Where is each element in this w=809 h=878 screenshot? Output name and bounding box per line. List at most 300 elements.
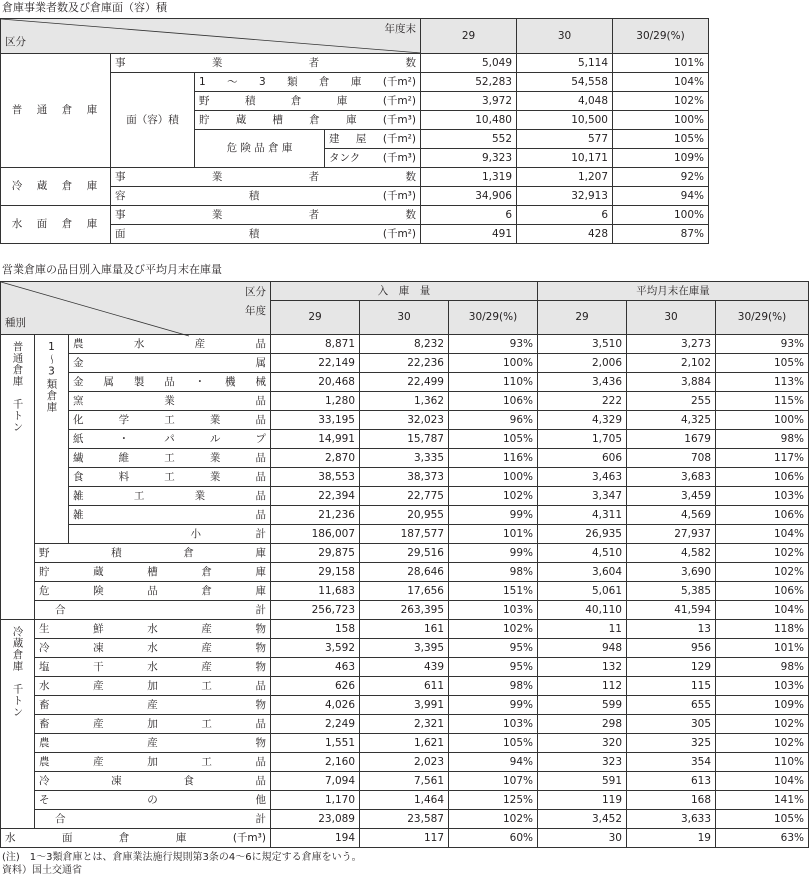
value-cell: 99% — [449, 506, 538, 525]
value-cell: 22,236 — [360, 354, 449, 373]
table-row — [1, 487, 809, 506]
header-kubun-label: 区分 — [245, 286, 266, 298]
row-label — [69, 430, 271, 449]
row-label — [35, 734, 271, 753]
value-cell: 2,102 — [627, 354, 716, 373]
value-cell: 125% — [449, 791, 538, 810]
value-cell: 11,683 — [271, 582, 360, 601]
value-cell: 104% — [613, 73, 709, 92]
value-cell: 3,273 — [627, 335, 716, 354]
value-cell: 3,884 — [627, 373, 716, 392]
value-cell: 3,991 — [360, 696, 449, 715]
value-cell: 187,577 — [360, 525, 449, 544]
row-label-text: 畜 産 物 — [39, 698, 266, 711]
table-row — [1, 620, 809, 639]
row-label — [69, 354, 271, 373]
row-label — [325, 149, 421, 168]
row-label — [111, 225, 421, 244]
row-label — [35, 563, 271, 582]
value-cell: 19 — [627, 829, 716, 848]
row-label — [35, 810, 271, 829]
value-cell: 4,325 — [627, 411, 716, 430]
col-header: 29 — [421, 19, 517, 54]
value-cell: 2,249 — [271, 715, 360, 734]
value-cell: 102% — [449, 487, 538, 506]
col-header: 30 — [517, 19, 613, 54]
table-row — [1, 468, 809, 487]
table-row — [1, 772, 809, 791]
row-label-text: 水 産 加 工 品 — [39, 679, 266, 692]
value-cell: 105% — [716, 354, 809, 373]
row-label — [69, 449, 271, 468]
value-cell: 948 — [538, 639, 627, 658]
value-cell: 305 — [627, 715, 716, 734]
value-cell: 194 — [271, 829, 360, 848]
value-cell: 104% — [716, 772, 809, 791]
col-header: 30/29(%) — [449, 301, 538, 335]
value-cell: 439 — [360, 658, 449, 677]
value-cell: 119 — [538, 791, 627, 810]
value-cell: 1,170 — [271, 791, 360, 810]
value-cell: 3,395 — [360, 639, 449, 658]
row-label — [35, 620, 271, 639]
warehouse-operators-table — [0, 18, 709, 244]
value-cell: 106% — [716, 506, 809, 525]
value-cell: 298 — [538, 715, 627, 734]
row-label-text: 野 積 倉 庫 (千m²) — [199, 94, 416, 107]
row-label-text: 農 産 物 — [39, 736, 266, 749]
value-cell: 7,094 — [271, 772, 360, 791]
value-cell: 115 — [627, 677, 716, 696]
value-cell: 41,594 — [627, 601, 716, 620]
row-label — [187, 525, 271, 544]
header-kubun-label: 区分 — [5, 36, 26, 48]
row-label-text: そ の 他 — [39, 793, 266, 806]
row-label-text: 貯 蔵 槽 倉 庫 (千m³) — [199, 113, 416, 126]
value-cell: 626 — [271, 677, 360, 696]
row-label-text: 1 ～ 3 類 倉 庫 (千m²) — [199, 75, 416, 88]
row-label-text: 繊 維 工 業 品 — [73, 451, 266, 464]
table-row — [1, 563, 809, 582]
row-label — [111, 54, 421, 73]
value-cell: 100% — [613, 111, 709, 130]
value-cell: 956 — [627, 639, 716, 658]
value-cell: 104% — [716, 525, 809, 544]
value-cell: 325 — [627, 734, 716, 753]
col-header: 29 — [538, 301, 627, 335]
value-cell: 117 — [360, 829, 449, 848]
value-cell: 4,569 — [627, 506, 716, 525]
table-row — [1, 829, 809, 848]
row-label-text: 窯 業 品 — [73, 394, 266, 407]
value-cell: 151% — [449, 582, 538, 601]
value-cell: 2,870 — [271, 449, 360, 468]
value-cell: 1,207 — [517, 168, 613, 187]
value-cell: 4,026 — [271, 696, 360, 715]
value-cell: 100% — [449, 354, 538, 373]
value-cell: 100% — [613, 206, 709, 225]
value-cell: 103% — [449, 715, 538, 734]
value-cell: 23,089 — [271, 810, 360, 829]
value-cell: 22,499 — [360, 373, 449, 392]
value-cell: 112 — [538, 677, 627, 696]
row-label — [111, 168, 421, 187]
value-cell: 4,048 — [517, 92, 613, 111]
table-row — [1, 753, 809, 772]
value-cell: 2,321 — [360, 715, 449, 734]
col-header: 29 — [271, 301, 360, 335]
value-cell: 33,195 — [271, 411, 360, 430]
table-row — [1, 696, 809, 715]
value-cell: 1,362 — [360, 392, 449, 411]
value-cell: 118% — [716, 620, 809, 639]
value-cell: 2,160 — [271, 753, 360, 772]
value-cell: 38,373 — [360, 468, 449, 487]
value-cell: 186,007 — [271, 525, 360, 544]
row-label — [195, 92, 421, 111]
value-cell: 102% — [716, 734, 809, 753]
row-label-text: 合 計 — [55, 603, 266, 616]
value-cell: 29,875 — [271, 544, 360, 563]
table-row — [1, 430, 809, 449]
value-cell: 3,683 — [627, 468, 716, 487]
value-cell: 20,468 — [271, 373, 360, 392]
value-cell: 107% — [449, 772, 538, 791]
value-cell: 117% — [716, 449, 809, 468]
value-cell: 708 — [627, 449, 716, 468]
row-label-text: 事 業 者 数 — [115, 56, 416, 69]
row-label-text: 農 産 加 工 品 — [39, 755, 266, 768]
value-cell: 3,604 — [538, 563, 627, 582]
value-cell: 3,972 — [421, 92, 517, 111]
row-label — [35, 772, 271, 791]
row-label-text: 紙 ・ パ ル プ — [73, 432, 266, 445]
total-row — [1, 810, 809, 829]
row-label — [35, 582, 271, 601]
value-cell: 4,311 — [538, 506, 627, 525]
table-row — [1, 582, 809, 601]
value-cell: 102% — [716, 544, 809, 563]
value-cell: 11 — [538, 620, 627, 639]
value-cell: 10,171 — [517, 149, 613, 168]
value-cell: 102% — [449, 810, 538, 829]
value-cell: 21,236 — [271, 506, 360, 525]
value-cell: 102% — [449, 620, 538, 639]
value-cell: 98% — [449, 677, 538, 696]
table-row — [1, 544, 809, 563]
value-cell: 34,906 — [421, 187, 517, 206]
value-cell: 1679 — [627, 430, 716, 449]
row-label-text: 容 積 (千m³) — [115, 189, 416, 202]
row-label-text: 貯 蔵 槽 倉 庫 — [39, 565, 266, 578]
table-row — [1, 791, 809, 810]
table-row — [1, 506, 809, 525]
value-cell: 103% — [449, 601, 538, 620]
value-cell: 54,558 — [517, 73, 613, 92]
value-cell: 17,656 — [360, 582, 449, 601]
value-cell: 1,319 — [421, 168, 517, 187]
value-cell: 14,991 — [271, 430, 360, 449]
table-row — [1, 715, 809, 734]
row-label-text: 野 積 倉 庫 — [39, 546, 266, 559]
row-label — [35, 658, 271, 677]
value-cell: 105% — [449, 430, 538, 449]
value-cell: 102% — [716, 715, 809, 734]
row-label — [69, 506, 271, 525]
table1-title: 倉庫事業者数及び倉庫面（容）積 — [2, 1, 167, 14]
value-cell: 22,149 — [271, 354, 360, 373]
row-label — [35, 639, 271, 658]
row-label — [35, 696, 271, 715]
value-cell: 38,553 — [271, 468, 360, 487]
table-row — [1, 373, 809, 392]
group-futsu-text: 普通倉庫 千トン — [11, 341, 24, 433]
col-header: 30/29(%) — [613, 19, 709, 54]
table-row — [1, 658, 809, 677]
value-cell: 22,394 — [271, 487, 360, 506]
row-label — [1, 829, 271, 848]
value-cell: 98% — [449, 563, 538, 582]
group-futsu: 普 通 倉 庫 — [1, 54, 111, 168]
value-cell: 5,385 — [627, 582, 716, 601]
value-cell: 110% — [716, 753, 809, 772]
value-cell: 29,516 — [360, 544, 449, 563]
value-cell: 106% — [716, 582, 809, 601]
col-header: 30 — [627, 301, 716, 335]
row-label — [111, 187, 421, 206]
value-cell: 8,871 — [271, 335, 360, 354]
value-cell: 60% — [449, 829, 538, 848]
group-suimen: 水 面 倉 庫 — [1, 206, 111, 244]
value-cell: 93% — [449, 335, 538, 354]
value-cell: 101% — [716, 639, 809, 658]
row-label — [195, 111, 421, 130]
row-label-text: 事 業 者 数 — [115, 208, 416, 221]
group-reizo-text: 冷蔵倉庫 千トン — [11, 626, 24, 718]
value-cell: 28,646 — [360, 563, 449, 582]
total-row — [1, 601, 809, 620]
row-label-text: 冷 凍 水 産 物 — [39, 641, 266, 654]
value-cell: 103% — [716, 677, 809, 696]
value-cell: 52,283 — [421, 73, 517, 92]
value-cell: 27,937 — [627, 525, 716, 544]
value-cell: 263,395 — [360, 601, 449, 620]
value-cell: 463 — [271, 658, 360, 677]
header-diagonal-cell — [1, 282, 271, 335]
row-label — [111, 206, 421, 225]
value-cell: 141% — [716, 791, 809, 810]
value-cell: 96% — [449, 411, 538, 430]
row-label-text: 小 計 — [190, 527, 266, 540]
header-nendo-label: 年度 — [245, 305, 266, 317]
row-label-text: 畜 産 加 工 品 — [39, 717, 266, 730]
value-cell: 106% — [716, 468, 809, 487]
value-cell: 491 — [421, 225, 517, 244]
value-cell: 106% — [449, 392, 538, 411]
value-cell: 32,913 — [517, 187, 613, 206]
value-cell: 105% — [613, 130, 709, 149]
value-cell: 3,459 — [627, 487, 716, 506]
value-cell: 109% — [716, 696, 809, 715]
subtotal-indent — [69, 525, 187, 544]
value-cell: 161 — [360, 620, 449, 639]
row-label — [325, 130, 421, 149]
row-label-text: 危 険 品 倉 庫 — [39, 584, 266, 597]
row-label — [69, 411, 271, 430]
col-header: 30/29(%) — [716, 301, 809, 335]
value-cell: 63% — [716, 829, 809, 848]
group-futsu — [1, 335, 35, 620]
value-cell: 1,621 — [360, 734, 449, 753]
value-cell: 599 — [538, 696, 627, 715]
group-13rui-text: 1〜3類倉庫 — [45, 341, 58, 413]
value-cell: 113% — [716, 373, 809, 392]
row-label — [69, 487, 271, 506]
header-shubetsu-label: 種別 — [5, 317, 26, 329]
value-cell: 1,464 — [360, 791, 449, 810]
value-cell: 93% — [716, 335, 809, 354]
row-label-text: 雑 工 業 品 — [73, 489, 266, 502]
table-row — [1, 335, 809, 354]
value-cell: 10,500 — [517, 111, 613, 130]
source-note: 資料）国土交通省 — [2, 865, 82, 876]
value-cell: 3,510 — [538, 335, 627, 354]
value-cell: 4,329 — [538, 411, 627, 430]
group-reizo — [1, 620, 35, 829]
row-label-text: 水 面 倉 庫 (千m³) — [5, 831, 266, 844]
row-label — [35, 753, 271, 772]
row-label — [195, 73, 421, 92]
value-cell: 591 — [538, 772, 627, 791]
value-cell: 98% — [716, 430, 809, 449]
value-cell: 611 — [360, 677, 449, 696]
value-cell: 9,323 — [421, 149, 517, 168]
row-label-text: 合 計 — [55, 812, 266, 825]
value-cell: 3,592 — [271, 639, 360, 658]
value-cell: 255 — [627, 392, 716, 411]
value-cell: 95% — [449, 639, 538, 658]
table-row — [1, 392, 809, 411]
value-cell: 101% — [449, 525, 538, 544]
value-cell: 1,705 — [538, 430, 627, 449]
row-label-text: タンク (千m³) — [329, 151, 416, 164]
group-header-nyuko: 入 庫 量 — [271, 282, 538, 301]
group-header-zaiko: 平均月末在庫量 — [538, 282, 809, 301]
value-cell: 104% — [716, 601, 809, 620]
value-cell: 6 — [421, 206, 517, 225]
header-diagonal-cell — [1, 19, 421, 54]
value-cell: 115% — [716, 392, 809, 411]
value-cell: 3,347 — [538, 487, 627, 506]
inventory-by-item-table — [0, 281, 809, 848]
value-cell: 23,587 — [360, 810, 449, 829]
row-label — [69, 468, 271, 487]
row-label — [69, 392, 271, 411]
value-cell: 3,690 — [627, 563, 716, 582]
value-cell: 13 — [627, 620, 716, 639]
subtotal-row — [1, 525, 809, 544]
value-cell: 40,110 — [538, 601, 627, 620]
value-cell: 320 — [538, 734, 627, 753]
row-label — [35, 544, 271, 563]
group-menseki: 面（容）積 — [111, 73, 195, 168]
table-row — [1, 449, 809, 468]
row-label — [69, 373, 271, 392]
value-cell: 102% — [716, 563, 809, 582]
row-label-text: 食 料 工 業 品 — [73, 470, 266, 483]
value-cell: 606 — [538, 449, 627, 468]
value-cell: 29,158 — [271, 563, 360, 582]
row-label-text: 化 学 工 業 品 — [73, 413, 266, 426]
value-cell: 99% — [449, 544, 538, 563]
value-cell: 655 — [627, 696, 716, 715]
value-cell: 168 — [627, 791, 716, 810]
value-cell: 2,006 — [538, 354, 627, 373]
row-label — [69, 335, 271, 354]
row-label — [35, 677, 271, 696]
row-label-text: 建 屋 (千m²) — [329, 132, 416, 145]
table2-title: 営業倉庫の品目別入庫量及び平均月末在庫量 — [2, 263, 222, 276]
value-cell: 1,551 — [271, 734, 360, 753]
value-cell: 100% — [449, 468, 538, 487]
value-cell: 428 — [517, 225, 613, 244]
value-cell: 5,114 — [517, 54, 613, 73]
value-cell: 5,049 — [421, 54, 517, 73]
row-label-text: 塩 干 水 産 物 — [39, 660, 266, 673]
value-cell: 95% — [449, 658, 538, 677]
value-cell: 129 — [627, 658, 716, 677]
value-cell: 132 — [538, 658, 627, 677]
value-cell: 26,935 — [538, 525, 627, 544]
table-row — [1, 411, 809, 430]
value-cell: 87% — [613, 225, 709, 244]
table-row — [1, 354, 809, 373]
value-cell: 101% — [613, 54, 709, 73]
row-label-text: 農 水 産 品 — [73, 337, 266, 350]
value-cell: 15,787 — [360, 430, 449, 449]
value-cell: 94% — [449, 753, 538, 772]
row-label-text: 冷 凍 食 品 — [39, 774, 266, 787]
footnote: (注) 1〜3類倉庫とは、倉庫業法施行規則第3条の4〜6に規定する倉庫をいう。 — [2, 852, 362, 863]
value-cell: 94% — [613, 187, 709, 206]
value-cell: 7,561 — [360, 772, 449, 791]
value-cell: 30 — [538, 829, 627, 848]
value-cell: 2,023 — [360, 753, 449, 772]
value-cell: 105% — [716, 810, 809, 829]
value-cell: 6 — [517, 206, 613, 225]
value-cell: 3,463 — [538, 468, 627, 487]
col-header: 30 — [360, 301, 449, 335]
group-13rui — [35, 335, 69, 544]
value-cell: 1,280 — [271, 392, 360, 411]
value-cell: 20,955 — [360, 506, 449, 525]
value-cell: 98% — [716, 658, 809, 677]
header-year-label: 年度末 — [384, 23, 416, 35]
row-label — [35, 791, 271, 810]
value-cell: 3,633 — [627, 810, 716, 829]
value-cell: 109% — [613, 149, 709, 168]
value-cell: 100% — [716, 411, 809, 430]
value-cell: 4,510 — [538, 544, 627, 563]
row-label-text: 生 鮮 水 産 物 — [39, 622, 266, 635]
value-cell: 158 — [271, 620, 360, 639]
value-cell: 613 — [627, 772, 716, 791]
value-cell: 105% — [449, 734, 538, 753]
table-row — [1, 639, 809, 658]
group-kikenhin: 危 険 品 倉 庫 — [195, 130, 325, 168]
value-cell: 4,582 — [627, 544, 716, 563]
value-cell: 8,232 — [360, 335, 449, 354]
